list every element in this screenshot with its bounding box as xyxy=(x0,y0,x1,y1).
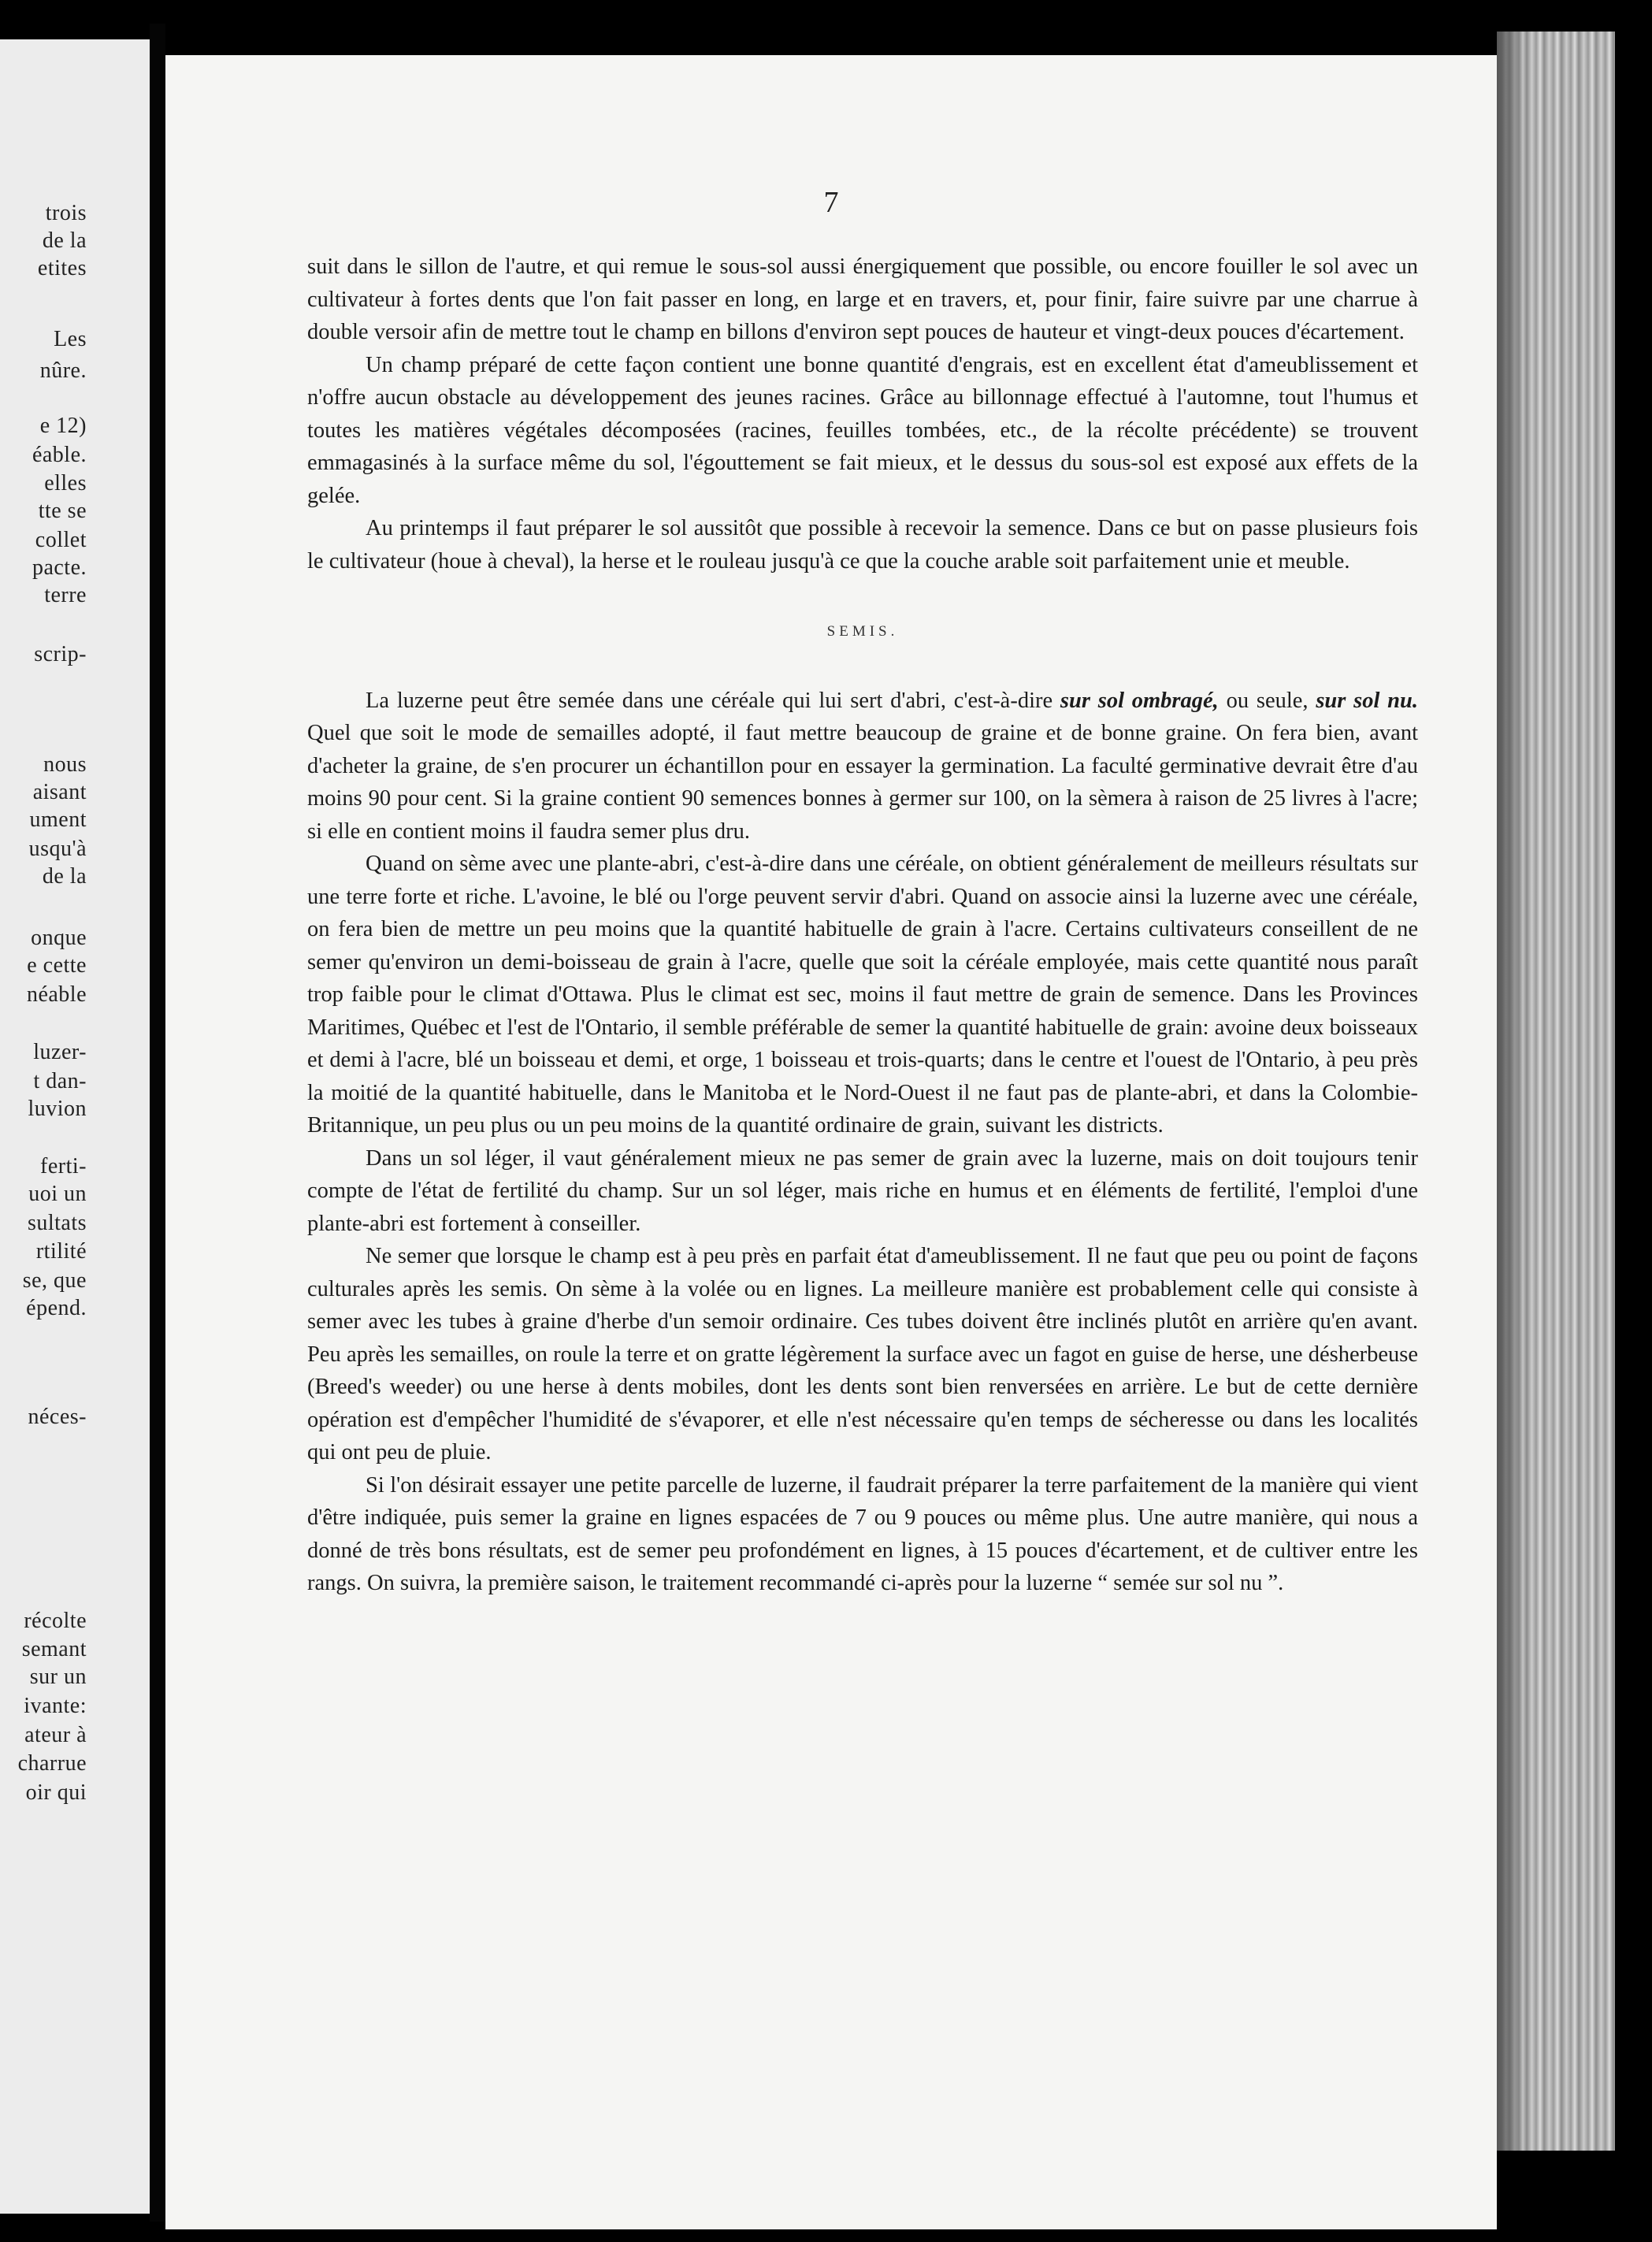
left-fragment: épend. xyxy=(26,1296,87,1320)
left-fragment: sultats xyxy=(27,1211,87,1235)
left-fragment: etites xyxy=(37,256,87,280)
left-fragment: Les xyxy=(54,327,87,351)
left-fragment: t dan- xyxy=(33,1069,87,1093)
left-fragment: rtilité xyxy=(35,1239,87,1264)
text-run: La luzerne peut être semée dans une céréale qui lui sert d'abri, c'est-à-dire xyxy=(366,688,1060,713)
paragraph: Dans un sol léger, il vaut généralement mieux ne pas semer de grain avec la luzerne, mais on doit toujours tenir compte de l'état de fertilité du champ. Sur un sol léger, mais riche en humus et en éléments de fertilité, l'emploi d'une plante-abri est fortement à conseiller. xyxy=(307,1145,1418,1236)
left-fragment: nûre. xyxy=(39,358,87,383)
section-heading: SEMIS. xyxy=(826,623,899,640)
paragraph: Si l'on désirait essayer une petite parcelle de luzerne, il faudrait préparer la terre parfaitement de la manière qui vient d'être indiquée, puis semer la graine en lignes espacées de 7 ou 9 pouces ou même plus. Une autre manière, qui nous a donné de très bons résultats, est de semer peu profondément en lignes, à 15 pouces d'écartement, et de cultiver entre les rangs. On suivra, la première saison, le traitement recommandé ci-après pour la luzerne “ semée sur sol nu ”. xyxy=(307,1472,1418,1595)
left-fragment: luzer- xyxy=(33,1040,87,1064)
left-fragment: de la xyxy=(42,864,87,889)
left-fragment: néable xyxy=(26,982,87,1007)
left-fragment: de la xyxy=(42,228,87,253)
left-fragment: uoi un xyxy=(28,1182,87,1206)
left-fragment: ateur à xyxy=(24,1723,87,1747)
left-fragment: tte se xyxy=(38,499,87,523)
body-text xyxy=(307,251,1418,1600)
page-number: 7 xyxy=(823,186,839,219)
left-fragment: éable. xyxy=(32,443,87,467)
text-run: ou seule, xyxy=(1218,688,1316,713)
left-fragment: ivante: xyxy=(24,1694,87,1718)
book-gutter xyxy=(150,24,165,2222)
paragraph: suit dans le sillon de l'autre, et qui remue le sous-sol aussi énergiquement que possible, ou encore fouiller le sol avec un cultivateur à fortes dents que l'on fait passer en long, en large et en travers, et, pour finir, faire suivre par une charrue à double versoir afin de mettre tout le champ en billons d'environ sept pouces de hauteur et vingt-deux pouces d'écartement. xyxy=(307,254,1418,344)
left-fragment: aisant xyxy=(32,780,87,804)
left-fragment: e cette xyxy=(27,953,87,978)
left-fragment: usqu'à xyxy=(28,837,87,861)
left-fragment: charrue xyxy=(17,1751,87,1776)
paragraph: Ne semer que lorsque le champ est à peu près en parfait état d'ameublissement. Il ne faut que peu ou point de façons culturales après les semis. On sème à la volée ou en lignes. La meilleure manière est probablement celle qui consiste à semer avec les tubes à graine d'herbe d'un semoir ordinaire. Ces tubes doivent être inclinés plutôt en arrière qu'en avant. Peu après les semailles, on roule la terre et on gratte légèrement la surface avec un fagot en guise de herse, une désherbeuse (Breed's weeder) ou une herse à dents mobiles, dont les dents sont bien renversées en arrière. Le but de cette dernière opération est d'empêcher l'humidité de s'évaporer, et elle n'est nécessaire qu'en temps de sécheresse ou dans les localités qui ont peu de pluie. xyxy=(307,1244,1418,1464)
left-fragment: néces- xyxy=(28,1405,87,1429)
left-fragment: récolte xyxy=(24,1609,87,1633)
page-edges-shadow xyxy=(1497,32,1528,2151)
paragraph: Un champ préparé de cette façon contient une bonne quantité d'engrais, est en excellent état d'ameublissement et n'offre aucun obstacle au développement des jeunes racines. Grâce au billonnage effectué à l'automne, tout l'humus et toutes les matières végétales décomposées (racines, feuilles tombées, etc., de la récolte précédente) se trouvent emmagasinés à la surface même du sol, l'égouttement se fait mieux, et le dessus du sous-sol est exposé aux effets de la gelée. xyxy=(307,352,1418,508)
left-fragment: ferti- xyxy=(40,1154,87,1179)
paragraph: Au printemps il faut préparer le sol aussitôt que possible à recevoir la semence. Dans ce but on passe plusieurs fois le cultivateur (houe à cheval), la herse et le rouleau jusqu'à ce que la couche arable soit parfaitement unie et meuble. xyxy=(307,516,1418,573)
italic-run: sur sol nu. xyxy=(1316,688,1419,713)
left-fragment: trois xyxy=(45,201,87,225)
left-fragment: e 12) xyxy=(39,414,87,438)
left-fragment: ument xyxy=(29,807,87,832)
left-fragment: pacte. xyxy=(32,555,87,580)
left-fragment: collet xyxy=(35,528,87,552)
text-run: Quel que soit le mode de semailles adopté, il faut mettre beaucoup de graine et de bonne graine. On fera bien, avant d'acheter la graine, de s'en procurer un échantillon pour en essayer la germination. La faculté germinative devrait être d'au moins 90 pour cent. Si la graine contient 90 semences bonnes à germer sur 100, on la sèmera à raison de 25 livres à l'acre; si elle en contient moins il faudra semer plus dru. xyxy=(307,721,1418,844)
paragraph xyxy=(307,685,1418,848)
previous-page-edge xyxy=(0,39,150,2214)
left-fragment: nous xyxy=(43,752,87,777)
document-page xyxy=(165,55,1497,2229)
left-fragment: elles xyxy=(44,471,87,496)
left-fragment: se, que xyxy=(22,1268,87,1293)
left-fragment: terre xyxy=(44,583,87,607)
italic-run: sur sol ombragé, xyxy=(1060,688,1219,713)
left-fragment: scrip- xyxy=(34,642,87,666)
paragraph: Quand on sème avec une plante-abri, c'est-à-dire dans une céréale, on obtient généralement de meilleurs résultats sur une terre forte et riche. L'avoine, le blé ou l'orge peuvent servir d'abri. Quand on associe ainsi la luzerne avec une céréale, on fera bien de mettre un peu moins que la quantité habituelle de grain à l'acre. Certains cultivateurs conseillent de ne semer qu'environ un demi-boisseau de grain à l'acre, quelle que soit la céréale employée, mais cette quantité nous paraît trop faible pour le climat d'Ottawa. Plus le climat est sec, moins il faut mettre de grain de semence. Dans les Provinces Maritimes, Québec et l'est de l'Ontario, il semble préférable de semer la quantité habituelle de grain: avoine deux boisseaux et demi à l'acre, blé un boisseau et demi, et orge, 1 boisseau et trois-quarts; dans le centre et l'ouest de l'Ontario, à peu près la moitié de la quantité habituelle, dans le Manitoba et le Nord-Ouest il ne faut pas de plante-abri, et dans la Colombie-Britannique, un peu plus ou un peu moins de la quantité ordinaire de grain, suivant les districts. xyxy=(307,852,1418,1138)
left-fragment: luvion xyxy=(28,1097,87,1121)
left-fragment: oir qui xyxy=(25,1780,87,1805)
left-fragment: onque xyxy=(31,926,87,950)
left-fragment: semant xyxy=(21,1637,87,1661)
left-fragment: sur un xyxy=(29,1665,87,1689)
